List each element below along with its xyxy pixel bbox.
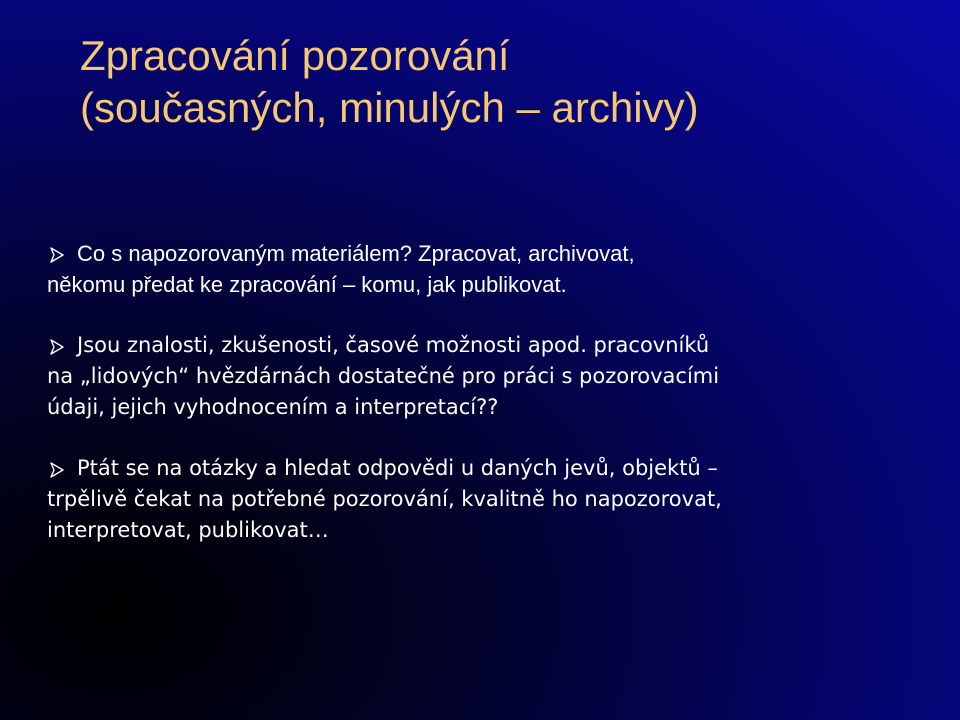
bullet-2-line-3: údaji, jejich vyhodnocením a interpretací?? xyxy=(47,395,499,419)
slide-title xyxy=(80,30,940,134)
bullet-item-2 xyxy=(47,330,947,423)
slide-title-line-1: Zpracování pozorování xyxy=(80,32,510,79)
arrow-bullet-icon xyxy=(49,247,65,263)
slide-title-line-2: (současných, minulých – archivy) xyxy=(80,84,699,131)
bullet-2-line-1: Jsou znalosti, zkušenosti, časové možnosti apod. pracovníků xyxy=(77,333,710,357)
bullet-2-line-2: na „lidových“ hvězdárnách dostatečné pro práci s pozorovacími xyxy=(47,364,720,388)
bullet-3-line-2: trpělivě čekat na potřebné pozorování, kvalitně ho napozorovat, xyxy=(47,487,722,511)
arrow-bullet-icon xyxy=(49,462,65,478)
bullet-1-line-1: Co s napozorovaným materiálem? Zpracovat, archivovat, xyxy=(77,241,635,266)
arrow-bullet-icon xyxy=(49,339,65,355)
bullet-item-1 xyxy=(47,238,947,300)
bullet-3-line-1: Ptát se na otázky a hledat odpovědi u daných jevů, objektů – xyxy=(77,456,718,480)
bullet-3-line-3: interpretovat, publikovat… xyxy=(47,518,329,542)
bullet-1-line-2: někomu předat ke zpracování – komu, jak publikovat. xyxy=(47,272,567,297)
bullet-list xyxy=(47,238,947,546)
bullet-item-3 xyxy=(47,453,947,546)
